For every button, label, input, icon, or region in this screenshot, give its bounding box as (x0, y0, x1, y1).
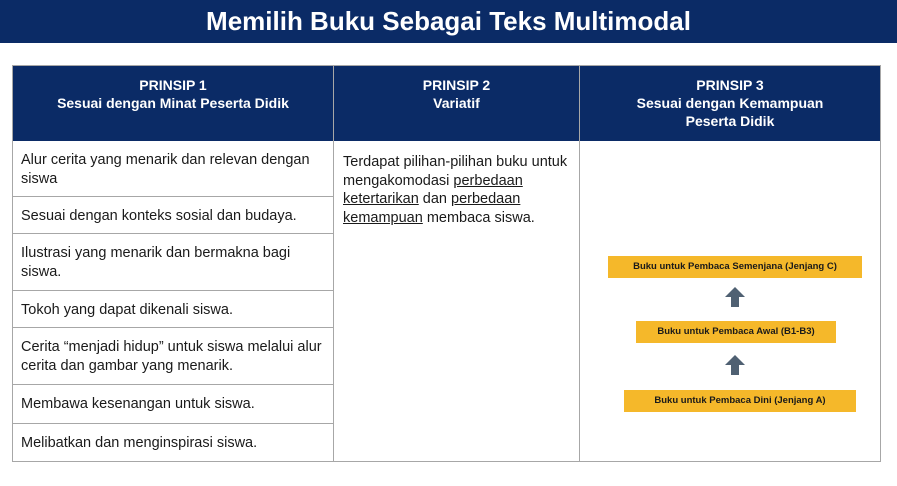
principle-3-header (580, 66, 880, 141)
principle-2-header (334, 66, 579, 141)
list-item: Alur cerita yang menarik dan relevan dengan siswa (21, 152, 310, 187)
principle-1-list (13, 141, 333, 461)
list-item: Ilustrasi yang menarik dan bermakna bagi siswa. (13, 233, 333, 290)
list-item: Sesuai dengan konteks sosial dan budaya. (13, 196, 333, 233)
ladder-level-b: Buku untuk Pembaca Awal (B1-B3) (636, 321, 836, 343)
principle-2-underlined-ability: perbedaan kemampuan (343, 191, 521, 226)
ladder-level-a: Buku untuk Pembaca Dini (Jenjang A) (624, 390, 856, 412)
principle-2-text: membaca siswa. (422, 209, 535, 226)
arrow-up-icon (724, 286, 746, 308)
principle-2-subtitle: Variatif (433, 95, 480, 111)
principle-2-underlined-interest: perbedaan ketertarikan (343, 172, 523, 207)
principle-1-column (13, 66, 333, 461)
principle-3-heading: PRINSIP 3 (696, 77, 764, 93)
principle-3-column (579, 66, 880, 461)
slide-title: Memilih Buku Sebagai Teks Multimodal (0, 0, 897, 43)
principle-2-description (343, 153, 573, 227)
list-item: Cerita “menjadi hidup” untuk siswa melalui alur cerita dan gambar yang menarik. (13, 327, 333, 384)
principle-3-subtitle: Sesuai dengan Kemampuan (636, 95, 824, 111)
principle-1-subtitle: Sesuai dengan Minat Peserta Didik (57, 95, 289, 111)
principle-1-header (13, 66, 333, 141)
principles-table (12, 65, 881, 462)
list-item: Tokoh yang dapat dikenali siswa. (13, 290, 333, 327)
list-item: Membawa kesenangan untuk siswa. (13, 384, 333, 423)
ladder-level-c: Buku untuk Pembaca Semenjana (Jenjang C) (608, 256, 862, 278)
list-item: Melibatkan dan menginspirasi siswa. (13, 423, 333, 461)
principle-1-heading: PRINSIP 1 (139, 77, 207, 93)
arrow-up-icon (724, 354, 746, 376)
principle-2-text: Terdapat pilihan-pilihan buku untuk mengakomodasi (343, 154, 568, 189)
principle-2-heading: PRINSIP 2 (422, 77, 491, 93)
principle-2-column (333, 66, 579, 461)
principle-3-subtitle: Peserta Didik (685, 113, 775, 129)
principle-2-text: dan (418, 191, 452, 207)
